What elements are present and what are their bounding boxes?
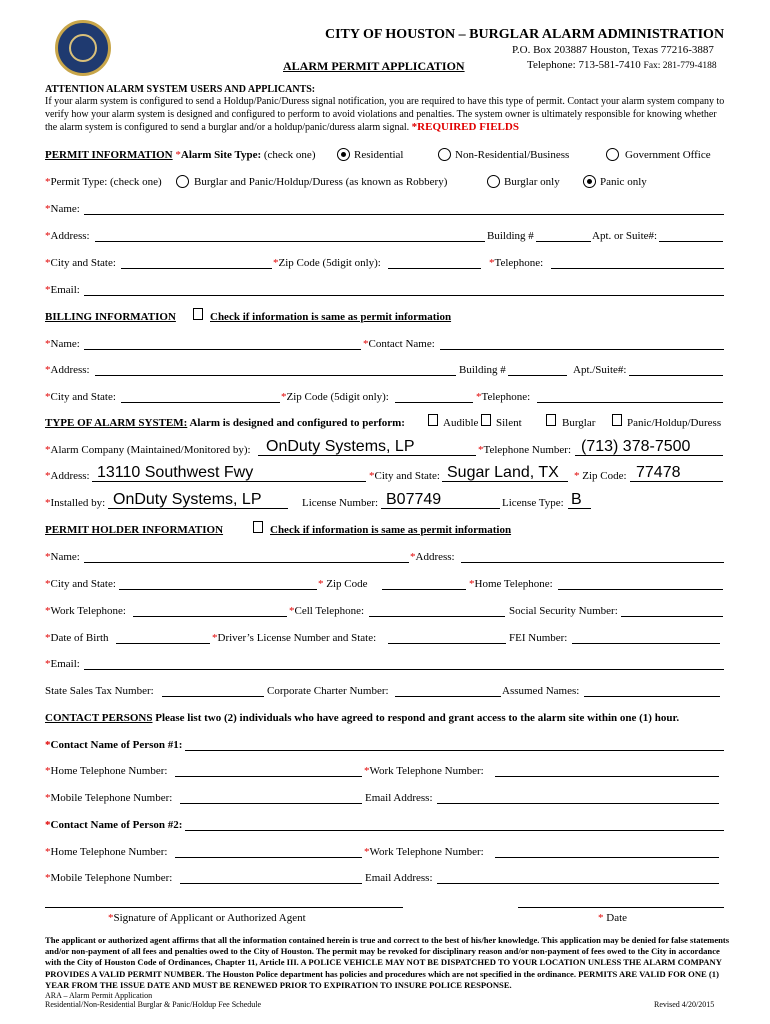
holder-same-checkbox[interactable] [253, 521, 263, 533]
attention-body: If your alarm system is configured to send a Holdup/Panic/Duress signal notification, you are required to have this type of permit. Contact your alarm system company to verify how your alarm system is designed and configured to perform to avoid violations and penalties. The system owner is ultimately responsible for knowing whether the alarm system is configured to send a burglar and/or a holdup/panic/duress alarm signal. *REQUIRED FIELDS [45, 96, 725, 133]
permit-phone-field[interactable] [551, 268, 724, 269]
contact2-mobile-field[interactable] [180, 883, 362, 884]
contact1-email-label: Email Address: [365, 792, 433, 804]
contact1-email-field[interactable] [437, 803, 719, 804]
alarm-panic-label: Panic/Holdup/Duress [627, 417, 722, 429]
corp-charter-field[interactable] [395, 696, 501, 697]
alarm-city-label: *City and State: [369, 470, 440, 482]
billing-same-checkbox[interactable] [193, 308, 203, 320]
revised-date: Revised 4/20/2015 [654, 1000, 715, 1009]
billing-zip-field[interactable] [395, 402, 473, 403]
alarm-company-label: *Alarm Company (Maintained/Monitored by): [45, 444, 251, 456]
permit-address-label: *Address: [45, 230, 90, 242]
permit-email-label: *Email: [45, 284, 80, 296]
radio-burglar-panic[interactable] [176, 175, 189, 188]
label-panic-only: Panic only [600, 176, 647, 188]
holder-home-phone-field[interactable] [558, 589, 723, 590]
holder-work-phone-label: *Work Telephone: [45, 605, 126, 617]
date-label: * Date [598, 912, 628, 924]
contact1-mobile-label: *Mobile Telephone Number: [45, 792, 173, 804]
alarm-system-heading: TYPE OF ALARM SYSTEM: Alarm is designed and configured to perform: [45, 417, 405, 429]
holder-zip-label: * Zip Code [318, 578, 368, 590]
radio-residential[interactable] [337, 148, 350, 161]
permit-info-heading-row: PERMIT INFORMATION *Alarm Site Type: (check one) [45, 149, 316, 161]
org-address: P.O. Box 203887 Houston, Texas 77216-3887 [512, 44, 714, 56]
billing-same-label: Check if information is same as permit information [210, 311, 452, 323]
contact1-home-label: *Home Telephone Number: [45, 765, 168, 777]
doc-code: ARA – Alarm Permit Application [45, 991, 153, 1000]
contact2-name-field[interactable] [185, 830, 724, 831]
permit-phone-label: *Telephone: [489, 257, 544, 269]
label-burglar-only: Burglar only [504, 176, 560, 188]
alarm-zip-value: 77478 [636, 464, 681, 481]
permit-email-field[interactable] [84, 295, 724, 296]
radio-government[interactable] [606, 148, 619, 161]
holder-same-label: Check if information is same as permit information [270, 524, 512, 536]
permit-building-field[interactable] [536, 241, 591, 242]
contact2-home-label: *Home Telephone Number: [45, 846, 168, 858]
holder-name-field[interactable] [84, 562, 409, 563]
label-burglar-panic: Burglar and Panic/Holdup/Duress (as known as Robbery) [194, 176, 448, 188]
permit-zip-field[interactable] [388, 268, 481, 269]
holder-dl-field[interactable] [388, 643, 506, 644]
billing-name-label: *Name: [45, 338, 80, 350]
contact2-work-field[interactable] [495, 857, 719, 858]
radio-panic-only[interactable] [583, 175, 596, 188]
installed-by-value: OnDuty Systems, LP [113, 491, 262, 508]
contact2-work-label: *Work Telephone Number: [364, 846, 484, 858]
permit-city-label: *City and State: [45, 257, 116, 269]
radio-non-residential[interactable] [438, 148, 451, 161]
attention-heading: ATTENTION ALARM SYSTEM USERS AND APPLICANTS: [45, 84, 316, 95]
permit-name-label: *Name: [45, 203, 80, 215]
billing-city-label: *City and State: [45, 391, 116, 403]
billing-apt-field[interactable] [629, 375, 723, 376]
alarm-audible-checkbox[interactable] [428, 414, 438, 426]
holder-city-label: *City and State: [45, 578, 116, 590]
contact1-mobile-field[interactable] [180, 803, 362, 804]
holder-city-field[interactable] [119, 589, 317, 590]
billing-phone-field[interactable] [537, 402, 723, 403]
contact2-email-label: Email Address: [365, 872, 433, 884]
holder-cell-phone-label: *Cell Telephone: [289, 605, 365, 617]
permit-type-label: *Permit Type: (check one) [45, 176, 162, 188]
billing-contact-field[interactable] [440, 349, 724, 350]
alarm-panic-checkbox[interactable] [612, 414, 622, 426]
signature-field[interactable] [45, 907, 403, 908]
assumed-names-field[interactable] [584, 696, 720, 697]
holder-address-field[interactable] [461, 562, 724, 563]
holder-address-label: *Address: [410, 551, 455, 563]
holder-email-field[interactable] [84, 669, 724, 670]
permit-building-label: Building # [487, 230, 534, 242]
holder-work-phone-field[interactable] [133, 616, 287, 617]
contacts-heading: CONTACT PERSONS Please list two (2) individuals who have agreed to respond and grant access to the alarm site within one (1) hour. [45, 712, 680, 724]
permit-address-field[interactable] [95, 241, 485, 242]
sales-tax-field[interactable] [162, 696, 264, 697]
radio-burglar-only[interactable] [487, 175, 500, 188]
billing-address-label: *Address: [45, 364, 90, 376]
billing-address-field[interactable] [95, 375, 456, 376]
contact2-name-label: *Contact Name of Person #2: [45, 819, 183, 831]
org-title: CITY OF HOUSTON – BURGLAR ALARM ADMINISTRATION [325, 27, 725, 42]
alarm-phone-value: (713) 378-7500 [581, 438, 691, 455]
permit-name-field[interactable] [84, 214, 724, 215]
city-seal-logo [55, 20, 111, 76]
corp-charter-label: Corporate Charter Number: [267, 685, 389, 697]
signature-label: *Signature of Applicant or Authorized Agent [108, 912, 306, 924]
alarm-company-value: OnDuty Systems, LP [266, 438, 415, 455]
alarm-phone-label: *Telephone Number: [478, 444, 572, 456]
label-non-residential: Non-Residential/Business [455, 149, 570, 161]
holder-zip-field[interactable] [382, 589, 466, 590]
sales-tax-label: State Sales Tax Number: [45, 685, 154, 697]
holder-fei-label: FEI Number: [509, 632, 568, 644]
license-number-value: B07749 [386, 491, 442, 508]
contact1-home-field[interactable] [175, 776, 362, 777]
legal-text: The applicant or authorized agent affirms that all the information contained herein is true and correct to the best of his/her knowledge. This application may be denied for false statements and/or non-payment of all fees and penalties owed to the City of Houston. The permit may be revoked for disciplinary reason and/or non-payment of fees owed to the City in accordance with the City of Houston Code of Ordinances, Chapter 11, Article III. A POLICE VEHICLE MAY NOT BE DISPATCHED TO YOUR LOCATION UNLESS THE ALARM COMPANY PROVIDES A VALID PERMIT NUMBER. The Houston Police department has policies and procedures which are not specified in the ordinance. PERMITS ARE VALID FOR ONE (1) YEAR FROM THE ISSUE DATE AND MUST BE RENEWED PRIOR TO EXPIRATION TO INSURE POLICE RESPONSE. [45, 935, 730, 990]
date-field[interactable] [518, 907, 724, 908]
contact2-mobile-label: *Mobile Telephone Number: [45, 872, 173, 884]
alarm-city-value: Sugar Land, TX [447, 464, 559, 481]
contact2-home-field[interactable] [175, 857, 362, 858]
alarm-audible-label: Audible [443, 417, 479, 429]
holder-home-phone-label: *Home Telephone: [469, 578, 553, 590]
permit-apt-field[interactable] [659, 241, 723, 242]
billing-building-label: Building # [459, 364, 506, 376]
alarm-burglar-checkbox[interactable] [546, 414, 556, 426]
billing-city-field[interactable] [121, 402, 280, 403]
holder-dl-label: *Driver’s License Number and State: [212, 632, 377, 644]
org-telephone: Telephone: 713-581-7410 Fax: 281-779-4188 [527, 59, 717, 71]
installed-by-label: *Installed by: [45, 497, 106, 509]
holder-ssn-label: Social Security Number: [509, 605, 618, 617]
alarm-burglar-label: Burglar [562, 417, 596, 429]
alarm-zip-label: * Zip Code: [574, 470, 627, 482]
billing-building-field[interactable] [508, 375, 567, 376]
contact1-work-field[interactable] [495, 776, 719, 777]
license-type-value: B [571, 491, 582, 508]
contact1-work-label: *Work Telephone Number: [364, 765, 484, 777]
holder-fei-field[interactable] [572, 643, 720, 644]
license-number-label: License Number: [302, 497, 379, 509]
form-title: ALARM PERMIT APPLICATION [283, 59, 465, 73]
holder-email-label: *Email: [45, 658, 80, 670]
billing-heading: BILLING INFORMATION [45, 311, 176, 323]
holder-name-label: *Name: [45, 551, 80, 563]
contact1-name-label: *Contact Name of Person #1: [45, 739, 183, 751]
permit-city-field[interactable] [121, 268, 272, 269]
fee-schedule: Residential/Non-Residential Burglar & Panic/Holdup Fee Schedule [45, 1000, 262, 1009]
alarm-silent-checkbox[interactable] [481, 414, 491, 426]
contact1-name-field[interactable] [185, 750, 724, 751]
permit-apt-label: Apt. or Suite#: [592, 230, 658, 242]
alarm-silent-label: Silent [496, 417, 522, 429]
license-type-label: License Type: [502, 497, 564, 509]
label-government: Government Office [625, 149, 711, 161]
billing-phone-label: *Telephone: [476, 391, 531, 403]
billing-name-field[interactable] [84, 349, 361, 350]
alarm-address-value: 13110 Southwest Fwy [97, 464, 254, 481]
holder-heading: PERMIT HOLDER INFORMATION [45, 524, 224, 536]
holder-dob-field[interactable] [116, 643, 210, 644]
holder-ssn-field[interactable] [621, 616, 723, 617]
billing-apt-label: Apt./Suite#: [573, 364, 627, 376]
assumed-names-label: Assumed Names: [502, 685, 580, 697]
holder-dob-label: *Date of Birth [45, 632, 109, 644]
billing-zip-label: *Zip Code (5digit only): [281, 391, 389, 403]
label-residential: Residential [354, 149, 404, 161]
alarm-address-label: *Address: [45, 470, 90, 482]
permit-zip-label: *Zip Code (5digit only): [273, 257, 381, 269]
holder-cell-phone-field[interactable] [369, 616, 505, 617]
contact2-email-field[interactable] [437, 883, 719, 884]
billing-contact-label: *Contact Name: [363, 338, 435, 350]
